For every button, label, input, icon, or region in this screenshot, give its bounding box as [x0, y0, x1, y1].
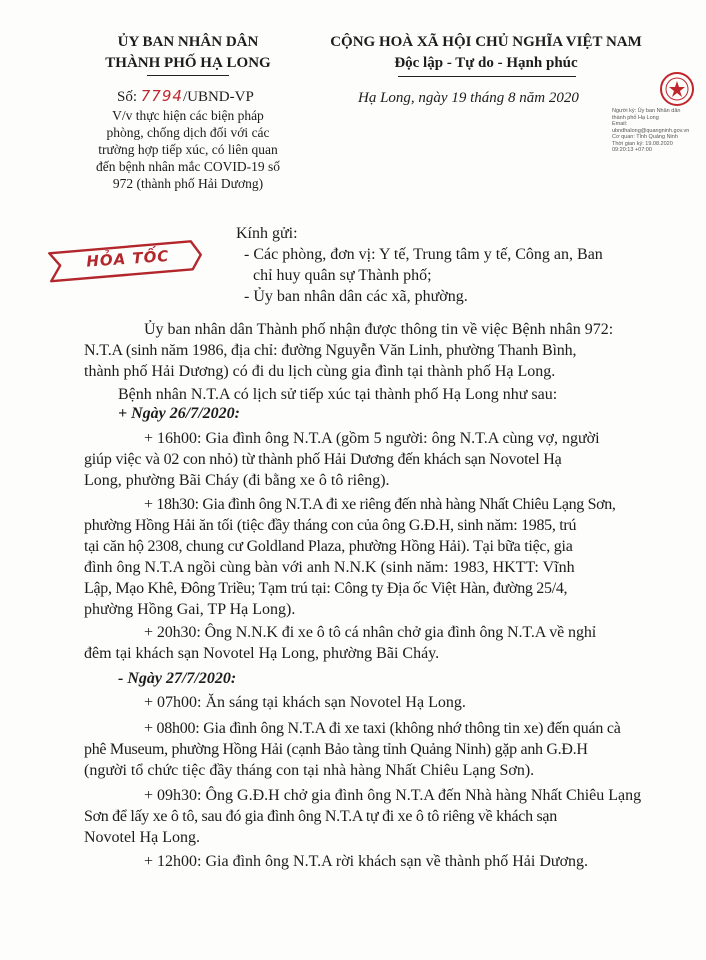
org-name-line1: ỦY BAN NHÂN DÂN [117, 34, 259, 50]
body-text-line: phường Hồng Hải ăn tối (tiệc đầy tháng con của ông G.Đ.H, sinh năm: 1985, trú [84, 517, 577, 534]
recipients-title: Kính gửi: [236, 225, 298, 242]
signature-line: 09:20:13 +07:00 [612, 147, 652, 153]
signature-line: ubndhalong@quangninh.gov.vn [612, 127, 690, 134]
body-text-line: + 07h00: Ăn sáng tại khách sạn Novotel Hạ Long. [144, 694, 466, 711]
body-text-line: đêm tại khách sạn Novotel Hạ Long, phường Bãi Cháy. [84, 645, 440, 662]
body-text-line: Bệnh nhân N.T.A có lịch sử tiếp xúc tại thành phố Hạ Long như sau: [118, 386, 558, 403]
signature-line: Email: [612, 121, 628, 127]
number-handwritten: 7794 [140, 87, 183, 105]
day-heading: + Ngày 26/7/2020: [118, 405, 240, 422]
body-text-line: + 20h30: Ông N.N.K đi xe ô tô cá nhân chở gia đình ông N.T.A về nghỉ [144, 624, 597, 641]
subject-line: V/v thực hiện các biện pháp [112, 108, 264, 123]
body-text-line: Sơn để lấy xe ô tô, sau đó gia đình ông N.T.A tự đi xe ô tô riêng về khách sạn [84, 808, 557, 825]
nation-title: CỘNG HOÀ XÃ HỘI CHỦ NGHĨA VIỆT NAM [330, 34, 642, 50]
number-suffix: /UBND-VP [182, 89, 254, 105]
body-text-line: + 16h00: Gia đình ông N.T.A (gồm 5 người: ông N.T.A cùng vợ, người [144, 430, 600, 447]
urgent-stamp [45, 239, 205, 284]
recipient-line: - Các phòng, đơn vị: Y tế, Trung tâm y tế, Công an, Ban [244, 246, 603, 263]
body-text-line: + 12h00: Gia đình ông N.T.A rời khách sạn về thành phố Hải Dương. [144, 853, 589, 870]
body-text-line: Long, phường Bãi Cháy (đi bằng xe ô tô riêng). [84, 472, 390, 489]
day-heading: - Ngày 27/7/2020: [118, 670, 237, 687]
document-number [117, 87, 254, 106]
date-place: Hạ Long, ngày 19 tháng 8 năm 2020 [358, 90, 579, 106]
body-text-line: phê Museum, phường Hồng Hải (cạnh Bảo tàng tỉnh Quảng Ninh) gặp anh G.Đ.H [84, 741, 588, 758]
body-text-line: Novotel Hạ Long. [84, 829, 200, 846]
subject-line: đến bệnh nhân mắc COVID-19 số [95, 159, 281, 174]
body-text-line: (người tổ chức tiệc đầy tháng con tại nhà hàng Nhất Chiêu Lạng Sơn). [84, 762, 535, 779]
urgent-stamp-text: HỎA TỐC [85, 246, 170, 271]
body-text-line: + 08h00: Gia đình ông N.T.A đi xe taxi (không nhớ thông tin xe) đến quán cà [144, 720, 621, 737]
signature-line: thành phố Hạ Long [612, 114, 659, 121]
org-underline [147, 75, 229, 76]
subject-line: trường hợp tiếp xúc, có liên quan [98, 142, 278, 157]
body-text-line: + 18h30: Gia đình ông N.T.A đi xe riêng đến nhà hàng Nhất Chiêu Lạng Sơn, [144, 496, 616, 513]
subject-line: phòng, chống dịch đối với các [106, 125, 270, 140]
body-text-line: Ủy ban nhân dân Thành phố nhận được thông tin về việc Bệnh nhân 972: [144, 321, 614, 338]
digital-signature-info [612, 108, 704, 154]
body-text-line: phường Hồng Gai, TP Hạ Long). [84, 601, 296, 618]
body-text-line: thành phố Hải Dương) có đi du lịch cùng gia đình tại thành phố Hạ Long. [84, 363, 556, 380]
org-name-line2: THÀNH PHỐ HẠ LONG [105, 55, 271, 71]
signature-line: Thời gian ký: 19.08.2020 [612, 140, 673, 147]
signature-line: Người ký: Ủy ban Nhân dân [612, 108, 681, 114]
recipient-line: - Ủy ban nhân dân các xã, phường. [244, 288, 468, 305]
nation-motto: Độc lập - Tự do - Hạnh phúc [394, 55, 578, 71]
digital-signature-emblem [658, 68, 696, 112]
body-text-line: Lập, Mạo Khê, Đông Triều; Tạm trú tại: Công ty Địa ốc Việt Hàn, đường 25/4, [84, 580, 568, 597]
body-text-line: đình ông N.T.A ngồi cùng bàn với anh N.N.K (sinh năm: 1983, HKTT: Vĩnh [84, 559, 575, 576]
body-text-line: + 09h30: Ông G.Đ.H chở gia đình ông N.T.A đến Nhà hàng Nhất Chiêu Lạng [144, 787, 642, 804]
body-text-line: giúp việc và 02 con nhỏ) từ thành phố Hải Dương đến khách sạn Novotel Hạ [84, 451, 562, 468]
motto-underline [398, 76, 576, 77]
body-text-line: tại căn hộ 2308, chung cư Goldland Plaza, phường Hồng Hải). Tại bữa tiệc, gia [84, 538, 573, 555]
body-text-line: N.T.A (sinh năm 1986, địa chỉ: đường Nguyễn Văn Linh, phường Thanh Bình, [84, 342, 577, 359]
signature-line: Cơ quan: Tỉnh Quảng Ninh [612, 134, 678, 140]
subject-block [93, 107, 283, 192]
subject-line: 972 (thành phố Hải Dương) [112, 176, 264, 191]
number-prefix: Số: [117, 89, 138, 105]
recipient-line: chỉ huy quân sự Thành phố; [253, 267, 432, 284]
